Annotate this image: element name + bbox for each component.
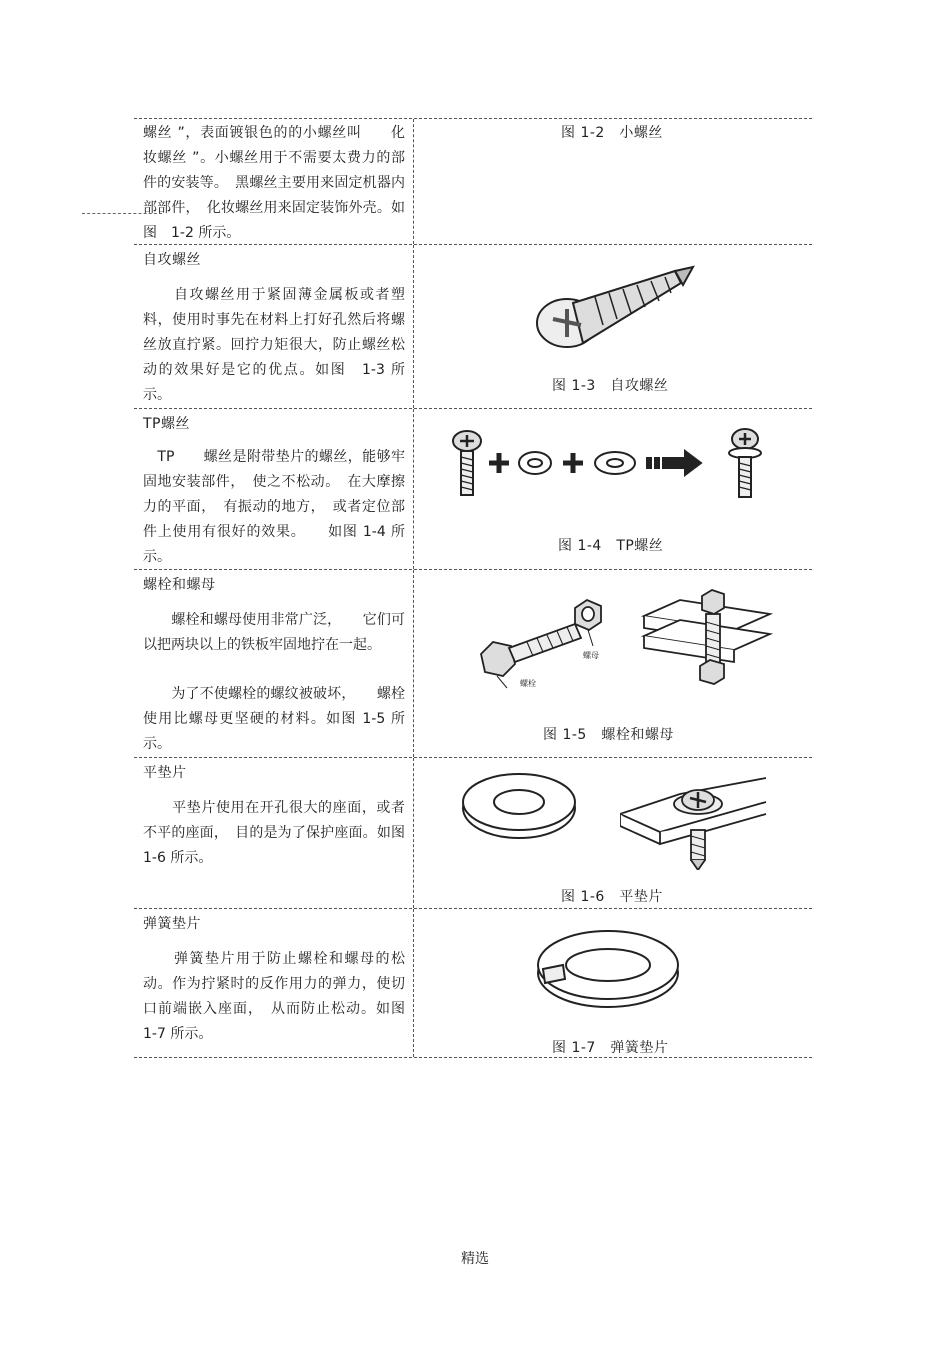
tp-screw-figure: [445, 425, 765, 505]
section-heading: 平垫片: [143, 765, 187, 781]
text-cell: [134, 119, 414, 244]
washer-on-plate-figure: [620, 774, 770, 870]
fastener-table: [134, 118, 812, 1058]
table-row: [134, 908, 812, 1058]
figure-caption: 图 1-3 自攻螺丝: [552, 378, 669, 394]
figure-cell: [415, 758, 812, 908]
paragraph: 螺栓和螺母使用非常广泛， 它们可以把两块以上的铁板牢固地拧在一起。: [143, 612, 405, 653]
page-footer: 精选: [461, 1251, 489, 1267]
section-heading: 螺栓和螺母: [143, 577, 216, 593]
paragraph: 螺丝 ”，表面镀银色的的小螺丝叫 化妆螺丝 ”。小螺丝用于不需要太费力的部件的安装等。 黑螺丝主要用来固定机器内部部件， 化妆螺丝用来固定装饰外壳。如图 1-2 所示。: [143, 125, 405, 241]
figure-caption: 图 1-5 螺栓和螺母: [543, 727, 674, 743]
figure-cell: [415, 245, 812, 408]
paragraph: 弹簧垫片用于防止螺栓和螺母的松动。作为拧紧时的反作用力的弹力，使切口前端嵌入座面， 从而防止松动。如图 1-7 所示。: [143, 951, 419, 1042]
section-heading: 自攻螺丝: [143, 252, 201, 268]
table-row: [134, 244, 812, 408]
bolted-plates-figure: [640, 588, 775, 696]
figure-cell: [415, 909, 812, 1057]
nut-label: 螺母: [583, 651, 599, 660]
text-cell: [134, 245, 414, 408]
section-heading: 弹簧垫片: [143, 916, 201, 932]
figure-caption: 图 1-2 小螺丝: [561, 125, 663, 141]
flat-washer-figure: [459, 770, 579, 842]
figure-cell: [415, 119, 812, 244]
figure-caption: 图 1-4 TP螺丝: [558, 538, 664, 554]
figure-caption: 图 1-7 弹簧垫片: [552, 1040, 669, 1056]
bolt-label: 螺栓: [520, 679, 536, 688]
figure-cell: [415, 409, 812, 569]
table-row: [134, 408, 812, 569]
table-row: [134, 757, 812, 908]
text-cell: [134, 909, 419, 1057]
paragraph: 自攻螺丝用于紧固薄金属板或者塑料，使用时事先在材料上打好孔然后将螺丝放直拧紧。回拧力矩很大，防止螺丝松动的效果好是它的优点。如图 1-3 所示。: [143, 287, 405, 403]
figure-caption: 图 1-6 平垫片: [561, 889, 663, 905]
text-cell: [134, 758, 419, 908]
text-cell: [134, 409, 414, 569]
paragraph: 平垫片使用在开孔很大的座面，或者不平的座面， 目的是为了保护座面。如图 1-6 所示。: [143, 800, 419, 866]
spring-washer-figure: [533, 923, 683, 1015]
paragraph: TP 螺丝是附带垫片的螺丝，能够牢固地安装部件， 使之不松动。 在大摩擦力的平面， 有振动的地方， 或者定位部件上使用有很好的效果。 如图 1-4 所示。: [143, 449, 405, 565]
section-heading: TP螺丝: [143, 416, 190, 432]
bolt-and-nut-figure: [475, 596, 605, 691]
self-tapping-screw-figure: [525, 259, 705, 359]
figure-cell: [415, 570, 812, 757]
table-row: [134, 118, 812, 244]
text-cell: [134, 570, 414, 757]
paragraph: 为了不使螺栓的螺纹被破坏， 螺栓使用比螺母更坚硬的材料。如图 1-5 所示。: [143, 686, 405, 752]
table-row: [134, 569, 812, 757]
